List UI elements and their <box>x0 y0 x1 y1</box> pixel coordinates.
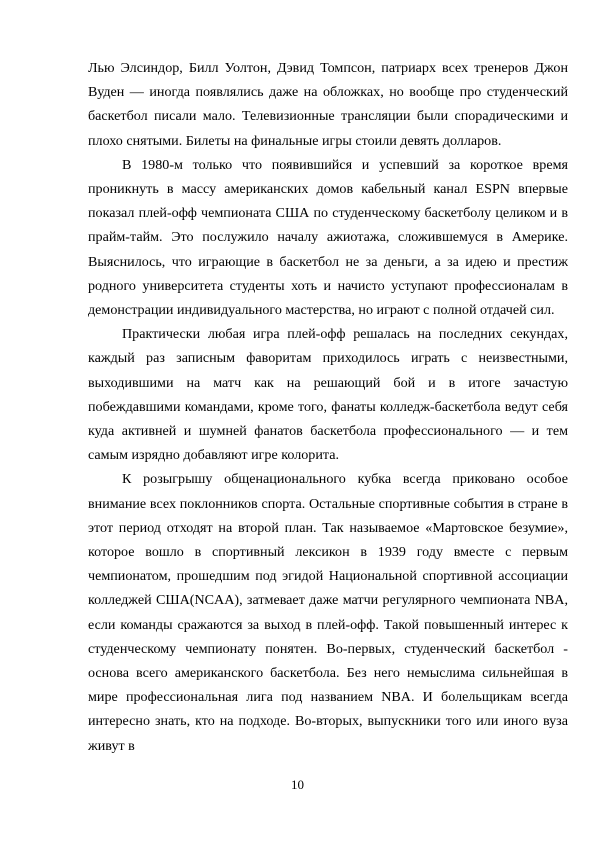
body-text <box>88 56 568 758</box>
page-number: 10 <box>291 777 304 792</box>
paragraph-continuation: Лью Элсиндор, Билл Уолтон, Дэвид Томпсон, патриарх всех тренеров Джон Вуден — иногда появлялись даже на обложках, но вообще про студенческий баскетбол писали мало. Телевизионные трансляции были спорадическими и плохо снятыми. Билеты на финальные игры стоили девять долларов. <box>88 60 568 149</box>
paragraph-espn: В 1980-м только что появившийся и успевший за короткое время проникнуть в массу американских домов кабельный канал ESPN впервые показал плей-офф чемпионата США по студенческому баскетболу целиком и в прайм-тайм. Это послужило началу ажиотажа, сложившемуся в Америке. Выяснилось, что играющие в баскетбол не за деньги, а за идею и престиж родного университета студенты хоть и начисто уступают профессионалам в демонстрации индивидуального мастерства, но играют с полной отдачей сил. <box>88 156 568 319</box>
paragraph-playoff: Практически любая игра плей-офф решалась на последних секундах, каждый раз записным фаворитам приходилось играть с неизвестными, выходившими на матч как на решающий бой и в итоге зачастую побеждавшими командами, кроме того, фанаты колледж-баскетбола ведут себя куда активней и шумней фанатов баскетбола профессионального — и тем самым изрядно добавляют игре колорита. <box>88 326 568 464</box>
paragraph-march-madness: К розыгрышу общенационального кубка всегда приковано особое внимание всех поклонников спорта. Остальные спортивные события в стране в этот период отходят на второй план. Так называемое «Мартовское безумие», которое вошло в спортивный лексикон в 1939 году вместе с первым чемпионатом, прошедшим под эгидой Национальной спортивной ассоциации колледжей США(NCAA), затмевает даже матчи регулярного чемпионата NBA, если команды сражаются за выход в плей-офф. Такой повышенный интерес к студенческому чемпионату понятен. Во-первых, студенческий баскетбол - основа всего американского баскетбола. Без него немыслима сильнейшая в мире профессиональная лига под названием NBA. И болельщикам всегда интересно знать, кто на подходе. Во-вторых, выпускники того или иного вуза живут в <box>88 471 568 754</box>
